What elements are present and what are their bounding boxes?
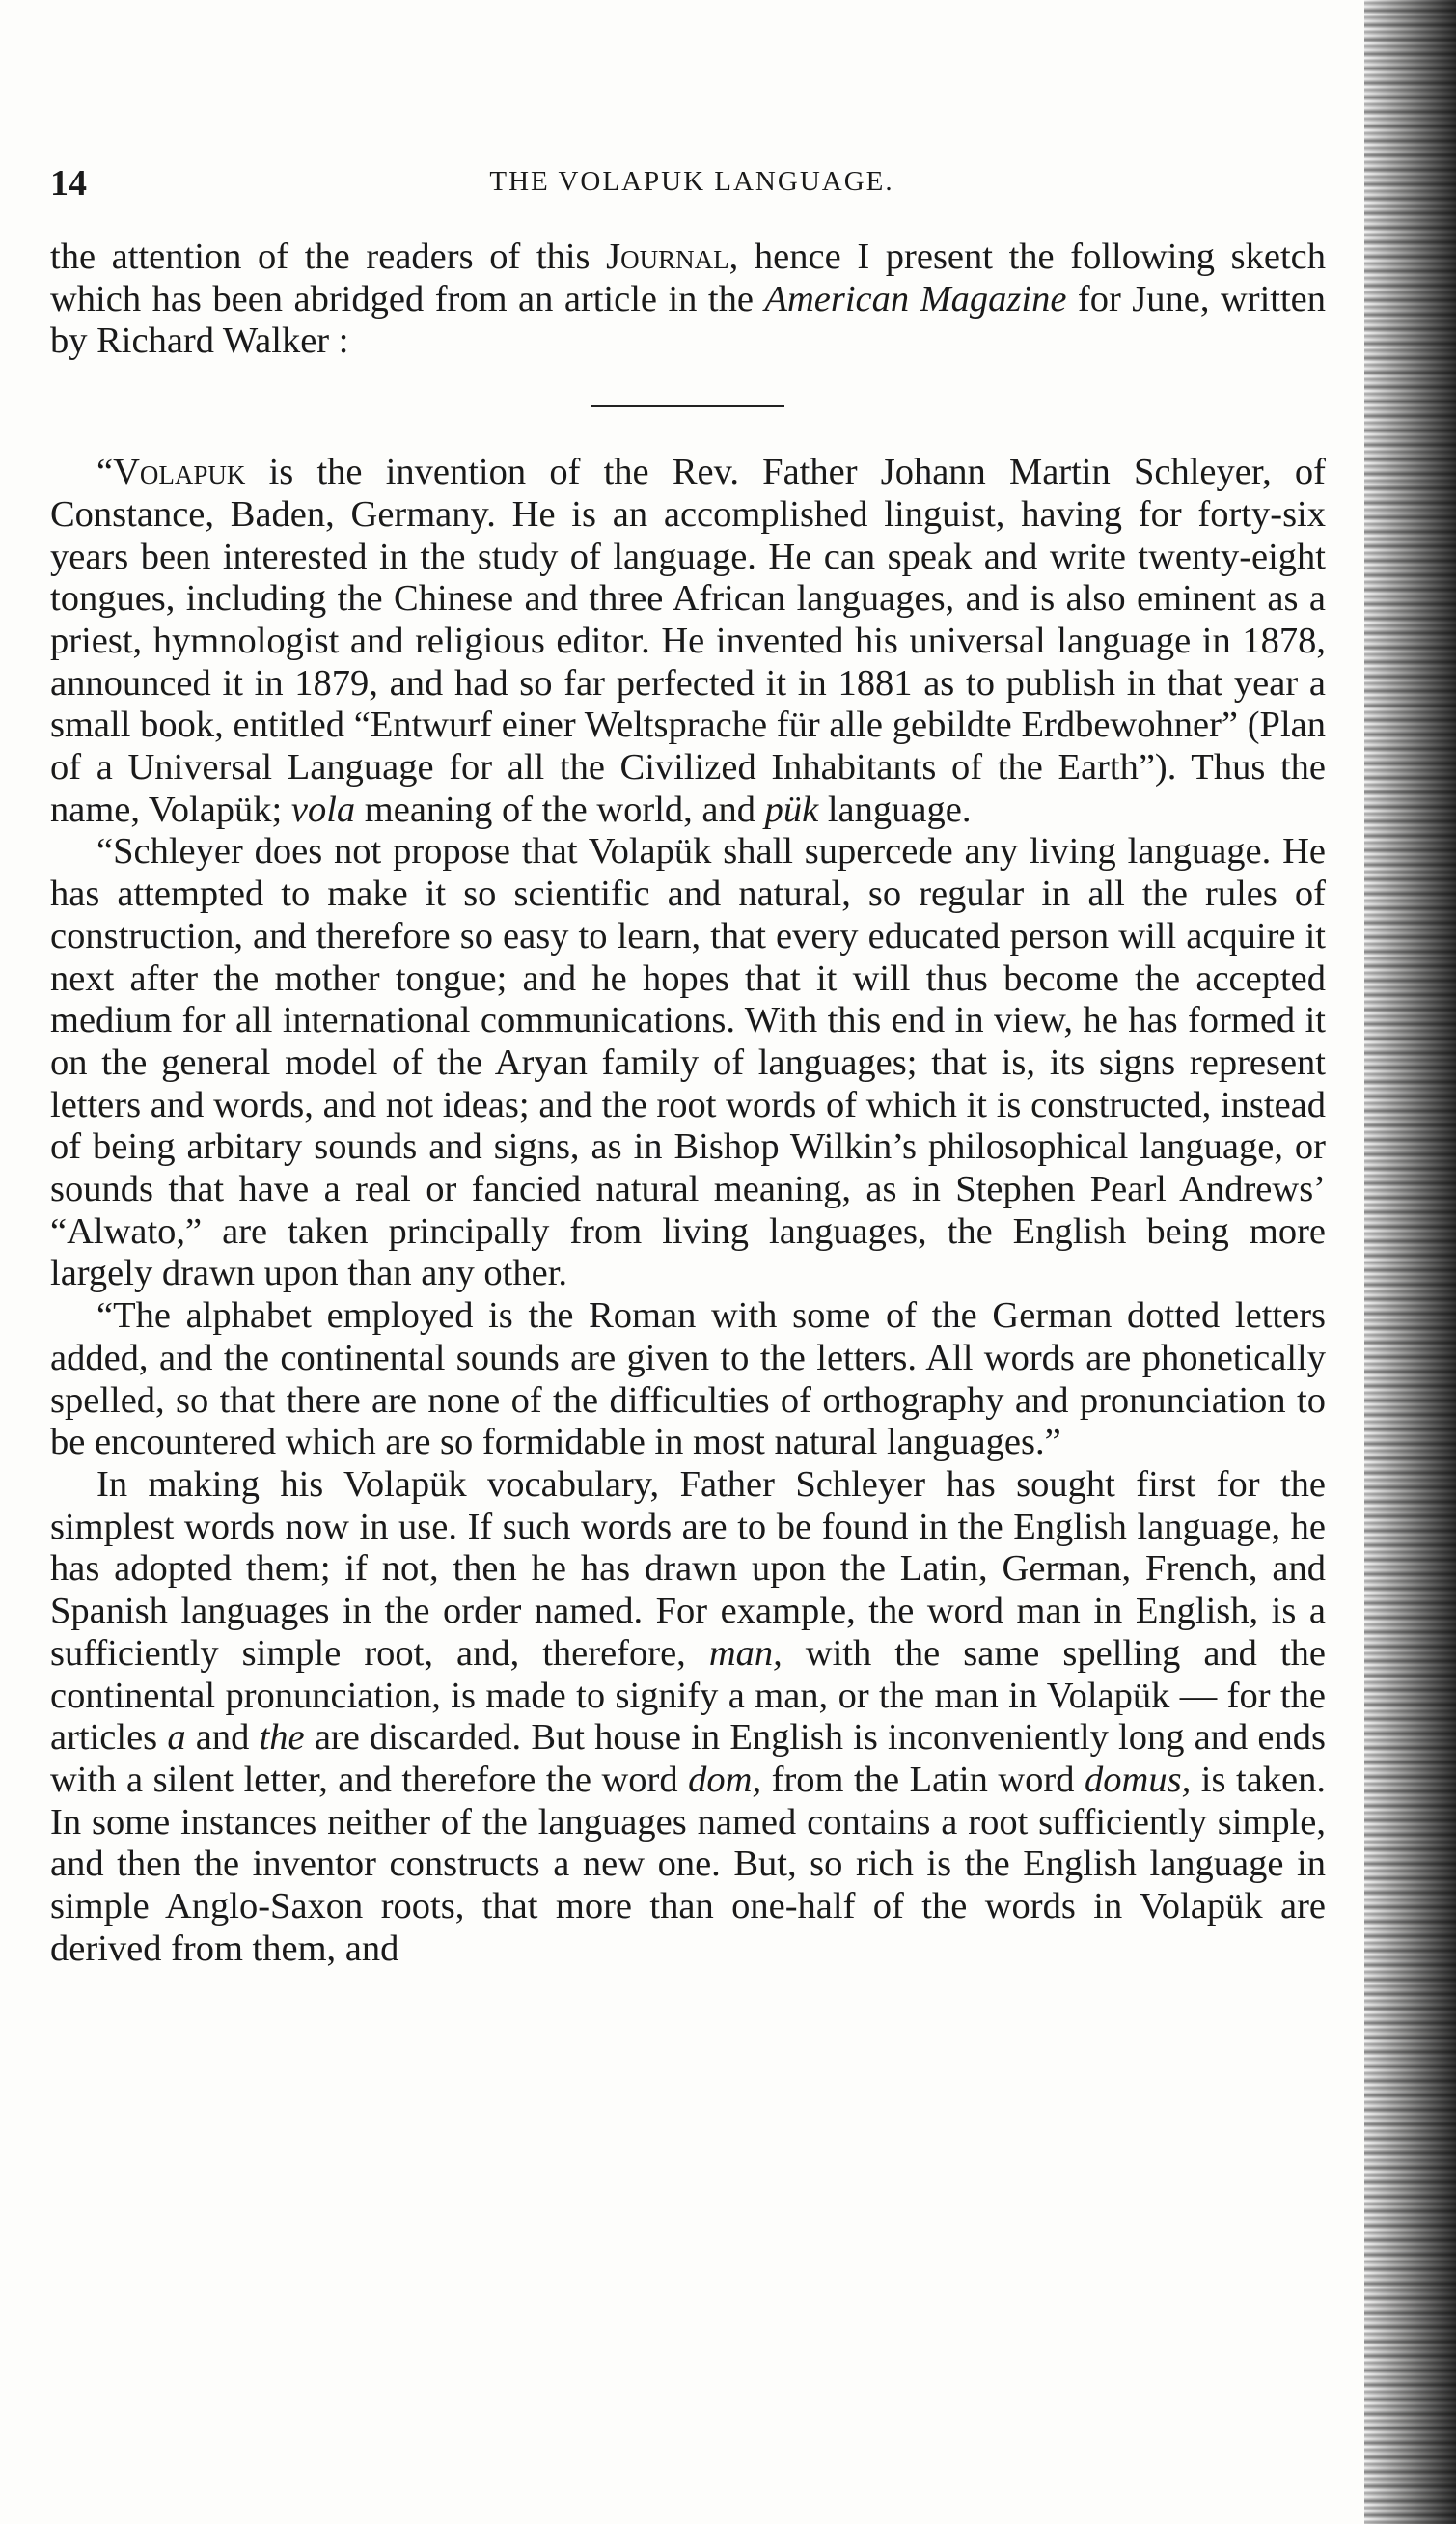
- intro-text-2: , hence I present the following sketch which has been abridged from an article in the: [50, 236, 1326, 319]
- intro-text-1: the attention of the readers of this: [50, 236, 607, 277]
- para4-text-1: In making his Volapük vocabulary, Father Schleyer has sought first for the simplest words now in use. If such words are to be found in the English language, he has adopted them; if not, then he has drawn upon the Latin, German, French, and Spanish languages in the order named. For example, the word man in English, is a sufficiently simple root, and, therefore,: [50, 1463, 1326, 1674]
- para4-text-4: are discarded. But house in English is inconveniently long and ends with a silent letter, and therefore the word: [50, 1717, 1326, 1800]
- running-title: THE VOLAPUK LANGUAGE.: [489, 166, 894, 197]
- para4-text-5: from the Latin word: [761, 1759, 1085, 1800]
- page-header: [50, 162, 1333, 210]
- word-man: man,: [708, 1632, 783, 1674]
- page-number: 14: [50, 163, 87, 204]
- page-body: [50, 236, 1326, 1970]
- journal-word: Journal: [606, 236, 729, 277]
- intro-paragraph: [50, 236, 1326, 363]
- quote-paragraph-2: “Schleyer does not propose that Volapük shall supercede any living language. He has attempted to make it so scientific and natural, so regular in all the rules of construction, and therefore so easy to learn, that every educated person will acquire it next after the mother tongue; and he hopes that it will thus become the accepted medium for all international communications. With this end in view, he has formed it on the general model of the Aryan family of languages; that is, its signs represent letters and words, and not ideas; and the root words of which it is constructed, instead of being arbitary sounds and signs, as in Bishop Wilkin’s philosophical language, or sounds that have a real or fancied natural meaning, as in Stephen Pearl Andrews’ “Alwato,” are taken principally from living languages, the English being more largely drawn upon than any other.: [50, 831, 1326, 1294]
- para4-text-6: is taken. In some instances neither of the languages named contains a root sufficiently simple, and then the inventor constructs a new one. But, so rich is the English language in simple Anglo-Saxon roots, that more than one-half of the words in Volapük are derived from them, and: [50, 1759, 1326, 1969]
- word-vola: vola: [290, 789, 356, 830]
- para4-text-3: and: [185, 1717, 260, 1759]
- quote1-text-2: meaning of the world, and: [355, 789, 765, 830]
- section-divider: [591, 405, 784, 407]
- quote1-text-3: language.: [818, 789, 972, 830]
- quote1-open: “: [96, 452, 114, 493]
- word-a: a: [167, 1717, 186, 1759]
- quote1-text-1: is the invention of the Rev. Father Johann Martin Schleyer, of Constance, Baden, Germany. He is an accomplished linguist, having for forty-six years been interested in the study of language. He can speak and write twenty-eight tongues, including the Chinese and three African languages, and is also eminent as a priest, hymnologist and religious editor. He invented his universal language in 1878, announced it in 1879, and had so far perfected it in 1881 as to publish in that year a small book, entitled “Entwurf einer Weltsprache für alle gebildte Erdbewohner” (Plan of a Universal Language for all the Civilized Inhabitants of the Earth”). Thus the name, Volapük;: [50, 452, 1326, 830]
- quote1-lead-word: Volapuk: [113, 452, 246, 493]
- word-the: the: [259, 1717, 305, 1759]
- intro-text-3: for June, written by Richard Walker :: [50, 278, 1326, 362]
- quote-paragraph-3: “The alphabet employed is the Roman with some of the German dotted letters added, and the continental sounds are given to the letters. All words are phonetically spelled, so that there are none of the difficulties of orthography and pronunciation to be encountered which are so formidable in most natural languages.”: [50, 1295, 1326, 1463]
- word-puk: pük: [764, 789, 819, 830]
- page-edge-shadow: [1364, 0, 1456, 2524]
- word-domus: domus,: [1085, 1759, 1192, 1800]
- para4-text-2: with the same spelling and the continental pronunciation, is made to signify a man, or the man in Volapük — for the articles: [50, 1632, 1326, 1759]
- paragraph-4: [50, 1464, 1326, 1970]
- word-dom: dom,: [688, 1759, 762, 1800]
- quote-paragraph-1: [50, 452, 1326, 831]
- magazine-title: American Magazine: [764, 278, 1067, 319]
